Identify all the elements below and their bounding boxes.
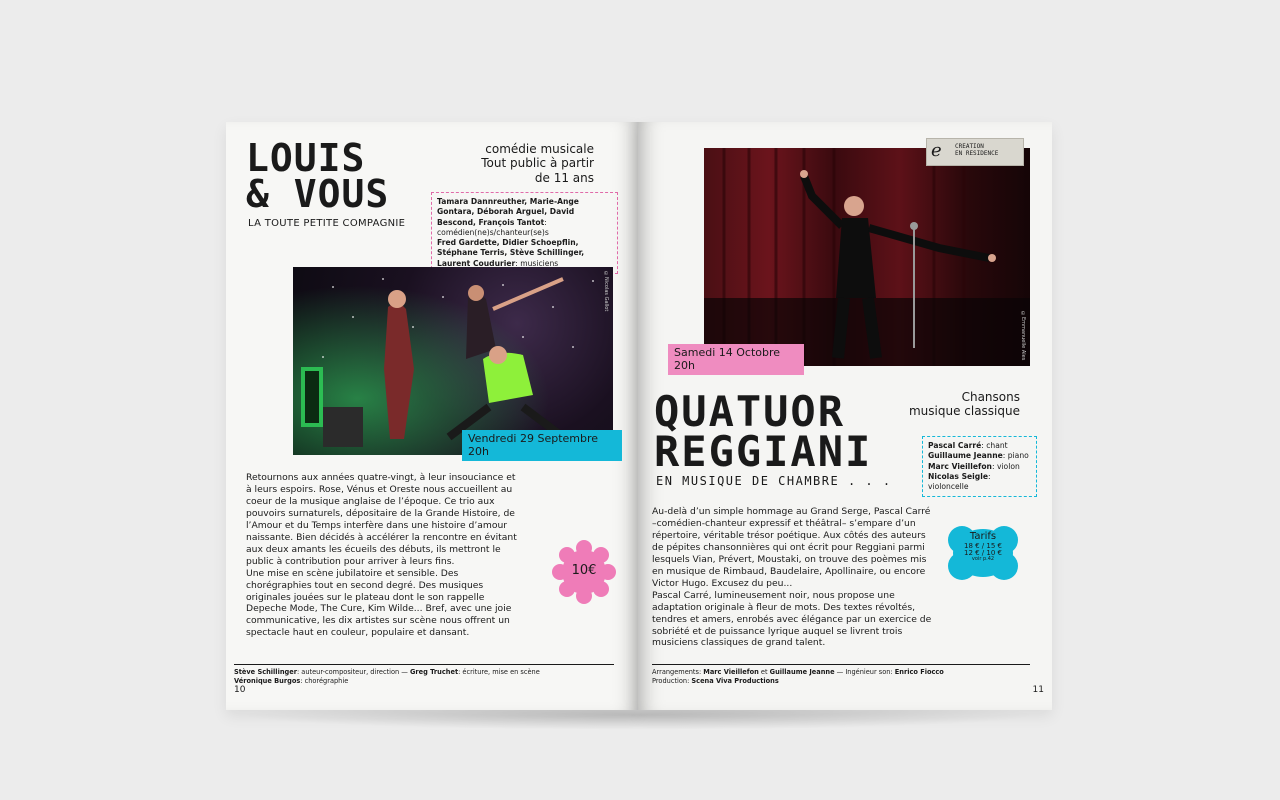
- cast-names: Fred Gardette, Didier Schoepflin, Stéphane Terris, Stève Schillinger, Laurent Coudurier: [437, 238, 585, 268]
- paragraph: Retournons aux années quatre-vingt, à leur insouciance et à leurs espoirs. Rose, Vénus et Oreste nous accueillent au coeur de la musique anglaise de l’époque. Ce trio aux pouvoirs surnaturels, dépositaire de la Grande Histoire, de l’Amour et du Temps interfère dans une histoire d’amour naissante. Bien décidés à accélérer la rencontre en évitant aux deux amants les écueils des débuts, ils mettront le public à contribution pour arriver à leurs fins.: [246, 472, 517, 567]
- paragraph: Pascal Carré, lumineusement noir, nous propose une adaptation originale à fleur de mots. Des textes révoltés, tendres et amers, enrobés avec élégance par un exercice de sobriété et de puissance lyrique auquel se livrent trois musiciens classiques de grand talent.: [652, 589, 932, 649]
- genre-line: musique classique: [908, 404, 1020, 419]
- performers-illustration: [293, 267, 613, 455]
- credit-name: Stève Schillinger: [234, 668, 297, 676]
- cast-credits-box: [922, 436, 1037, 497]
- cast-role: chant: [986, 441, 1008, 450]
- cast-names: Tamara Dannreuther, Marie-Ange Gontara, Déborah Arguel, David Bescond, François Tantot: [437, 197, 579, 227]
- cast-line: Pascal Carré: chant: [928, 441, 1008, 450]
- title-line: REGGIANI: [654, 426, 873, 476]
- cast-line: Nicolas Seigle: violoncelle: [928, 471, 991, 491]
- stage-photo-quatuor-reggiani: [704, 148, 1030, 366]
- singer-illustration: [704, 148, 1030, 366]
- footer-line: [234, 668, 614, 677]
- genre-line: de 11 ans: [534, 170, 594, 185]
- cast-name: Marc Vieillefon: [928, 461, 992, 471]
- footer-line: [234, 677, 614, 686]
- show-title-quatuor-reggiani: [654, 387, 894, 476]
- cast-role: musiciens: [520, 258, 559, 268]
- description-right: [652, 506, 934, 649]
- footer-rule: [234, 664, 614, 665]
- time-text: 20h: [468, 444, 489, 458]
- credit-label: Arrangements:: [652, 668, 704, 676]
- genre-block: [870, 390, 1020, 419]
- cast-line: Marc Vieillefon: violon: [928, 461, 1020, 471]
- footer-rule: [652, 664, 1030, 665]
- date-badge-right: [668, 344, 804, 375]
- genre-block: [416, 142, 594, 185]
- credit-name: Marc Vieillefon: [703, 668, 759, 676]
- creation-logo-icon: e: [931, 140, 942, 161]
- title-line: QUATUOR: [654, 387, 846, 436]
- date-text: Vendredi 29 Septembre: [468, 432, 599, 445]
- credit-role: : écriture, mise en scène: [458, 668, 540, 676]
- description-left: [246, 472, 521, 639]
- show-title-louis-et-vous: LOUIS & VOUS: [246, 136, 390, 217]
- left-page: [226, 122, 638, 710]
- cast-name: Nicolas Seigle: [928, 471, 988, 481]
- tarifs-note: voir p.42: [971, 556, 995, 563]
- price-flower-badge: [552, 540, 616, 604]
- genre-line: Chansons: [961, 390, 1020, 404]
- footer-credits-left: [234, 668, 614, 686]
- tarifs-badge: [944, 522, 1022, 584]
- page-number-left: 10: [234, 685, 246, 695]
- credit-name: Enrico Fiocco: [894, 668, 944, 676]
- tarifs-text: [944, 532, 1022, 562]
- cast-group: Fred Gardette, Didier Schoepflin, Stéphane Terris, Stève Schillinger, Laurent Coudurier: musiciens: [437, 238, 585, 268]
- cast-credits-box: [431, 192, 618, 274]
- time-text: 20h: [674, 358, 695, 372]
- cast-role: violon: [996, 461, 1020, 471]
- cast-group: Tamara Dannreuther, Marie-Ange Gontara, Déborah Arguel, David Bescond, François Tantot: comédien(ne)s/chanteur(se)s: [437, 197, 579, 237]
- paragraph: Au-delà d’un simple hommage au Grand Serge, Pascal Carré –comédien-chanteur expressif et théâtral– s’empare d’un répertoire, véritable trésor poétique. Aux côtés des auteurs de pépites chansonnières qui ont écrit pour Reggiani parmi lesquels Vian, Prévert, Moustaki, on trouve des poèmes mis en musique de Rimbaud, Baudelaire, Apollinaire, ou encore Victor Hugo. Excusez du peu...: [652, 506, 931, 589]
- badge-text: [955, 144, 998, 158]
- cast-line: Guillaume Jeanne: piano: [928, 451, 1029, 461]
- cast-name: Pascal Carré: [928, 441, 982, 450]
- credit-label: et: [758, 668, 770, 676]
- genre-line: Tout public à partir: [481, 156, 594, 171]
- tarifs-title: Tarifs: [969, 531, 997, 542]
- tarifs-price: 18 € / 15 €: [964, 541, 1002, 550]
- page-number-right: 11: [1032, 685, 1044, 695]
- credit-label: — Ingénieur son:: [834, 668, 895, 676]
- badge-line: EN RESIDENCE: [955, 149, 999, 157]
- photo-credit: ©Nicolas Gallot: [603, 271, 609, 312]
- credit-role: : auteur-compositeur, direction —: [296, 668, 410, 676]
- credit-label: Production:: [652, 677, 692, 686]
- right-page: [638, 122, 1052, 710]
- price-text: 10€: [571, 563, 597, 578]
- date-badge-left: [462, 430, 622, 461]
- company-name: LA TOUTE PETITE COMPAGNIE: [248, 218, 406, 229]
- credit-role: : chorégraphie: [300, 677, 349, 686]
- credit-name: Véronique Burgos: [234, 677, 301, 686]
- paragraph: Une mise en scène jubilatoire et sensible. Des chorégraphies tout en second degré. Des musiques originales jouées sur le plateau dont le son rappelle Depeche Mode, The Cure, Kim Wilde... Bref, avec une joie communicative, les dix artistes sur scène nous offrent un spectacle haut en couleur, populaire et dansant.: [246, 567, 512, 639]
- credit-name: Greg Truchet: [410, 668, 459, 676]
- date-text: Samedi 14 Octobre: [674, 346, 781, 359]
- creation-residence-badge: [926, 138, 1024, 166]
- stage-photo-louis-et-vous: [293, 267, 613, 455]
- credit-name: Scena Viva Productions: [691, 677, 779, 686]
- footer-line: [652, 668, 1030, 677]
- photo-credit: ©Emmanuelle Ales: [1020, 310, 1026, 360]
- cast-role: violoncelle: [928, 482, 969, 491]
- cast-name: Guillaume Jeanne: [928, 451, 1003, 461]
- footer-credits-right: [652, 668, 1030, 686]
- tarifs-price: 12 € / 10 €: [964, 548, 1002, 557]
- cast-role: piano: [1007, 451, 1029, 461]
- badge-line: CREATION: [955, 143, 984, 150]
- show-subtitle: EN MUSIQUE DE CHAMBRE . . .: [656, 474, 892, 488]
- genre-line: comédie musicale: [485, 142, 594, 156]
- cast-role: comédien(ne)s/chanteur(se)s: [437, 227, 549, 237]
- footer-line: [652, 677, 1030, 686]
- credit-name: Guillaume Jeanne: [769, 668, 835, 676]
